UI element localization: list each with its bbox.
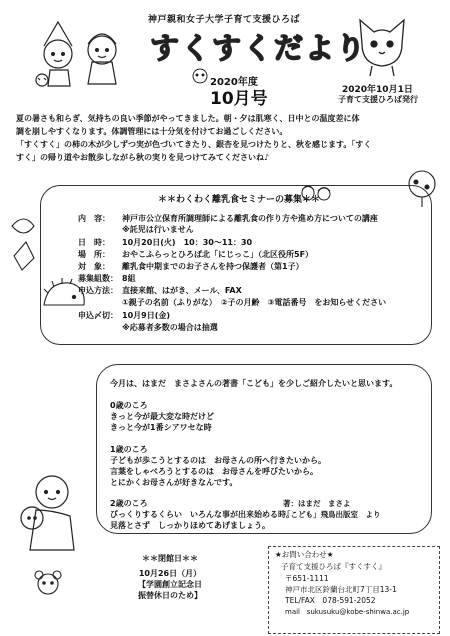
closed-title: ＊＊閉館日＊＊ <box>142 554 198 563</box>
book-credit <box>283 498 381 520</box>
contact-tel: TEL/FAX 078-591-2052 <box>285 596 376 605</box>
mother-child-illustration <box>8 468 96 554</box>
closed-note: 振替休日のため】 <box>138 591 202 600</box>
age1-line: とにかくお母さんが好きなんです。 <box>110 478 238 487</box>
contact-mail: mail sukusuku@kobe-shinwa.ac.jp <box>285 608 410 616</box>
age1-heading: 1歳のころ <box>110 445 148 454</box>
age0-line: きっと今が最大変な時だけど <box>110 412 214 421</box>
contact-mail-address: sukusuku@kobe-shinwa.ac.jp <box>306 608 410 616</box>
closed-note: 【学園創立記念日 <box>138 580 202 589</box>
age0-line: きっと今が1番シアワセな時 <box>110 423 212 432</box>
issue-month: 10月号 <box>210 89 268 109</box>
age2-line: びっくりするくらい いろんな事が出来始める時。 <box>110 510 294 519</box>
intro-line: すく」の帰り道やお散歩しながら秋の実りを見つけてみてくださいね♪ <box>16 153 270 162</box>
organization-name: 神戸親和女子大学子育て支援ひろば <box>148 15 301 25</box>
intro-paragraph <box>16 112 436 164</box>
newsletter-title: すくすくだより <box>150 31 368 65</box>
contact-title: ★お問い合わせ★ <box>275 550 334 559</box>
seminar-details: 内 容： 神戸市公立保育所調理師による離乳食の作り方や進め方についての講座 ※託児は行いません 日 時： 10月20日(火) 10：30～11：30 場 所： おやこふらっとひろば北「にじっこ」（北区役所5F） 対 象： 離乳食中期までのお子さんを持つ保護者（第1子） 募集組数： 8組 申込方法： 直接来館、はがき、メール、FAX ①親子の名前（ふりがな） ②子の月齢 ③電話番号 をお知らせください 申込〆切： 10月9日(金) ※応募者多数の場合は抽選 <box>78 214 387 332</box>
bear-illustration <box>30 568 66 600</box>
book-author: 著：はまだ まさよ <box>283 499 351 508</box>
age2-heading: 2歳のころ <box>110 499 148 508</box>
closed-day-notice <box>120 553 220 601</box>
book-intro: 今月は、はまだ まさよさんの著書「こども」を少しご紹介したいと思います。 <box>110 379 398 388</box>
contact-box <box>268 546 440 634</box>
intro-line: 調を崩しやすくなります。体調管理には十分気を付けてお過ごしください。 <box>16 127 288 136</box>
intro-line: 夏の暑さも和らぎ、気持ちの良い季節がやってきました。朝・夕は肌寒く、日中との温度差に体 <box>16 114 360 123</box>
fiscal-year: 2020年度 <box>210 77 258 88</box>
small-face-icon <box>190 66 210 84</box>
seminar-title: ＊＊わくわく離乳食セミナーの募集＊＊ <box>158 195 321 205</box>
leaf-decoration <box>4 212 42 284</box>
contact-address: 神戸市北区鈴蘭台北町7丁目13-1 <box>285 585 397 594</box>
age1-line: 言葉をしゃべろうとするのは お母さんを呼びたいから。 <box>110 467 318 476</box>
closed-date: 10月26日（月） <box>138 569 202 578</box>
intro-line: 「すくすく」の柿の木が少しずつ実が色づいてきたり、銀杏を見つけたりと、秋を感じます。「すく <box>16 140 372 149</box>
age2-line: 見落とさず しっかりほめてあげましょう。 <box>110 521 270 530</box>
book-publisher: 「こども」飛鳥出版室 より <box>283 510 381 519</box>
publisher-label: 子育て支援ひろば発行 <box>338 95 418 104</box>
contact-zip: 〒651-1111 <box>285 574 329 583</box>
kids-illustration <box>30 18 135 90</box>
age1-line: 子どもが歩こうとするのは お母さんの所へ行きたいから。 <box>110 456 326 465</box>
issue-date: 2020年10月1日 <box>342 85 413 95</box>
contact-name: 子育て支援ひろば『すくすく』 <box>281 562 386 571</box>
age0-heading: 0歳のころ <box>110 401 148 410</box>
